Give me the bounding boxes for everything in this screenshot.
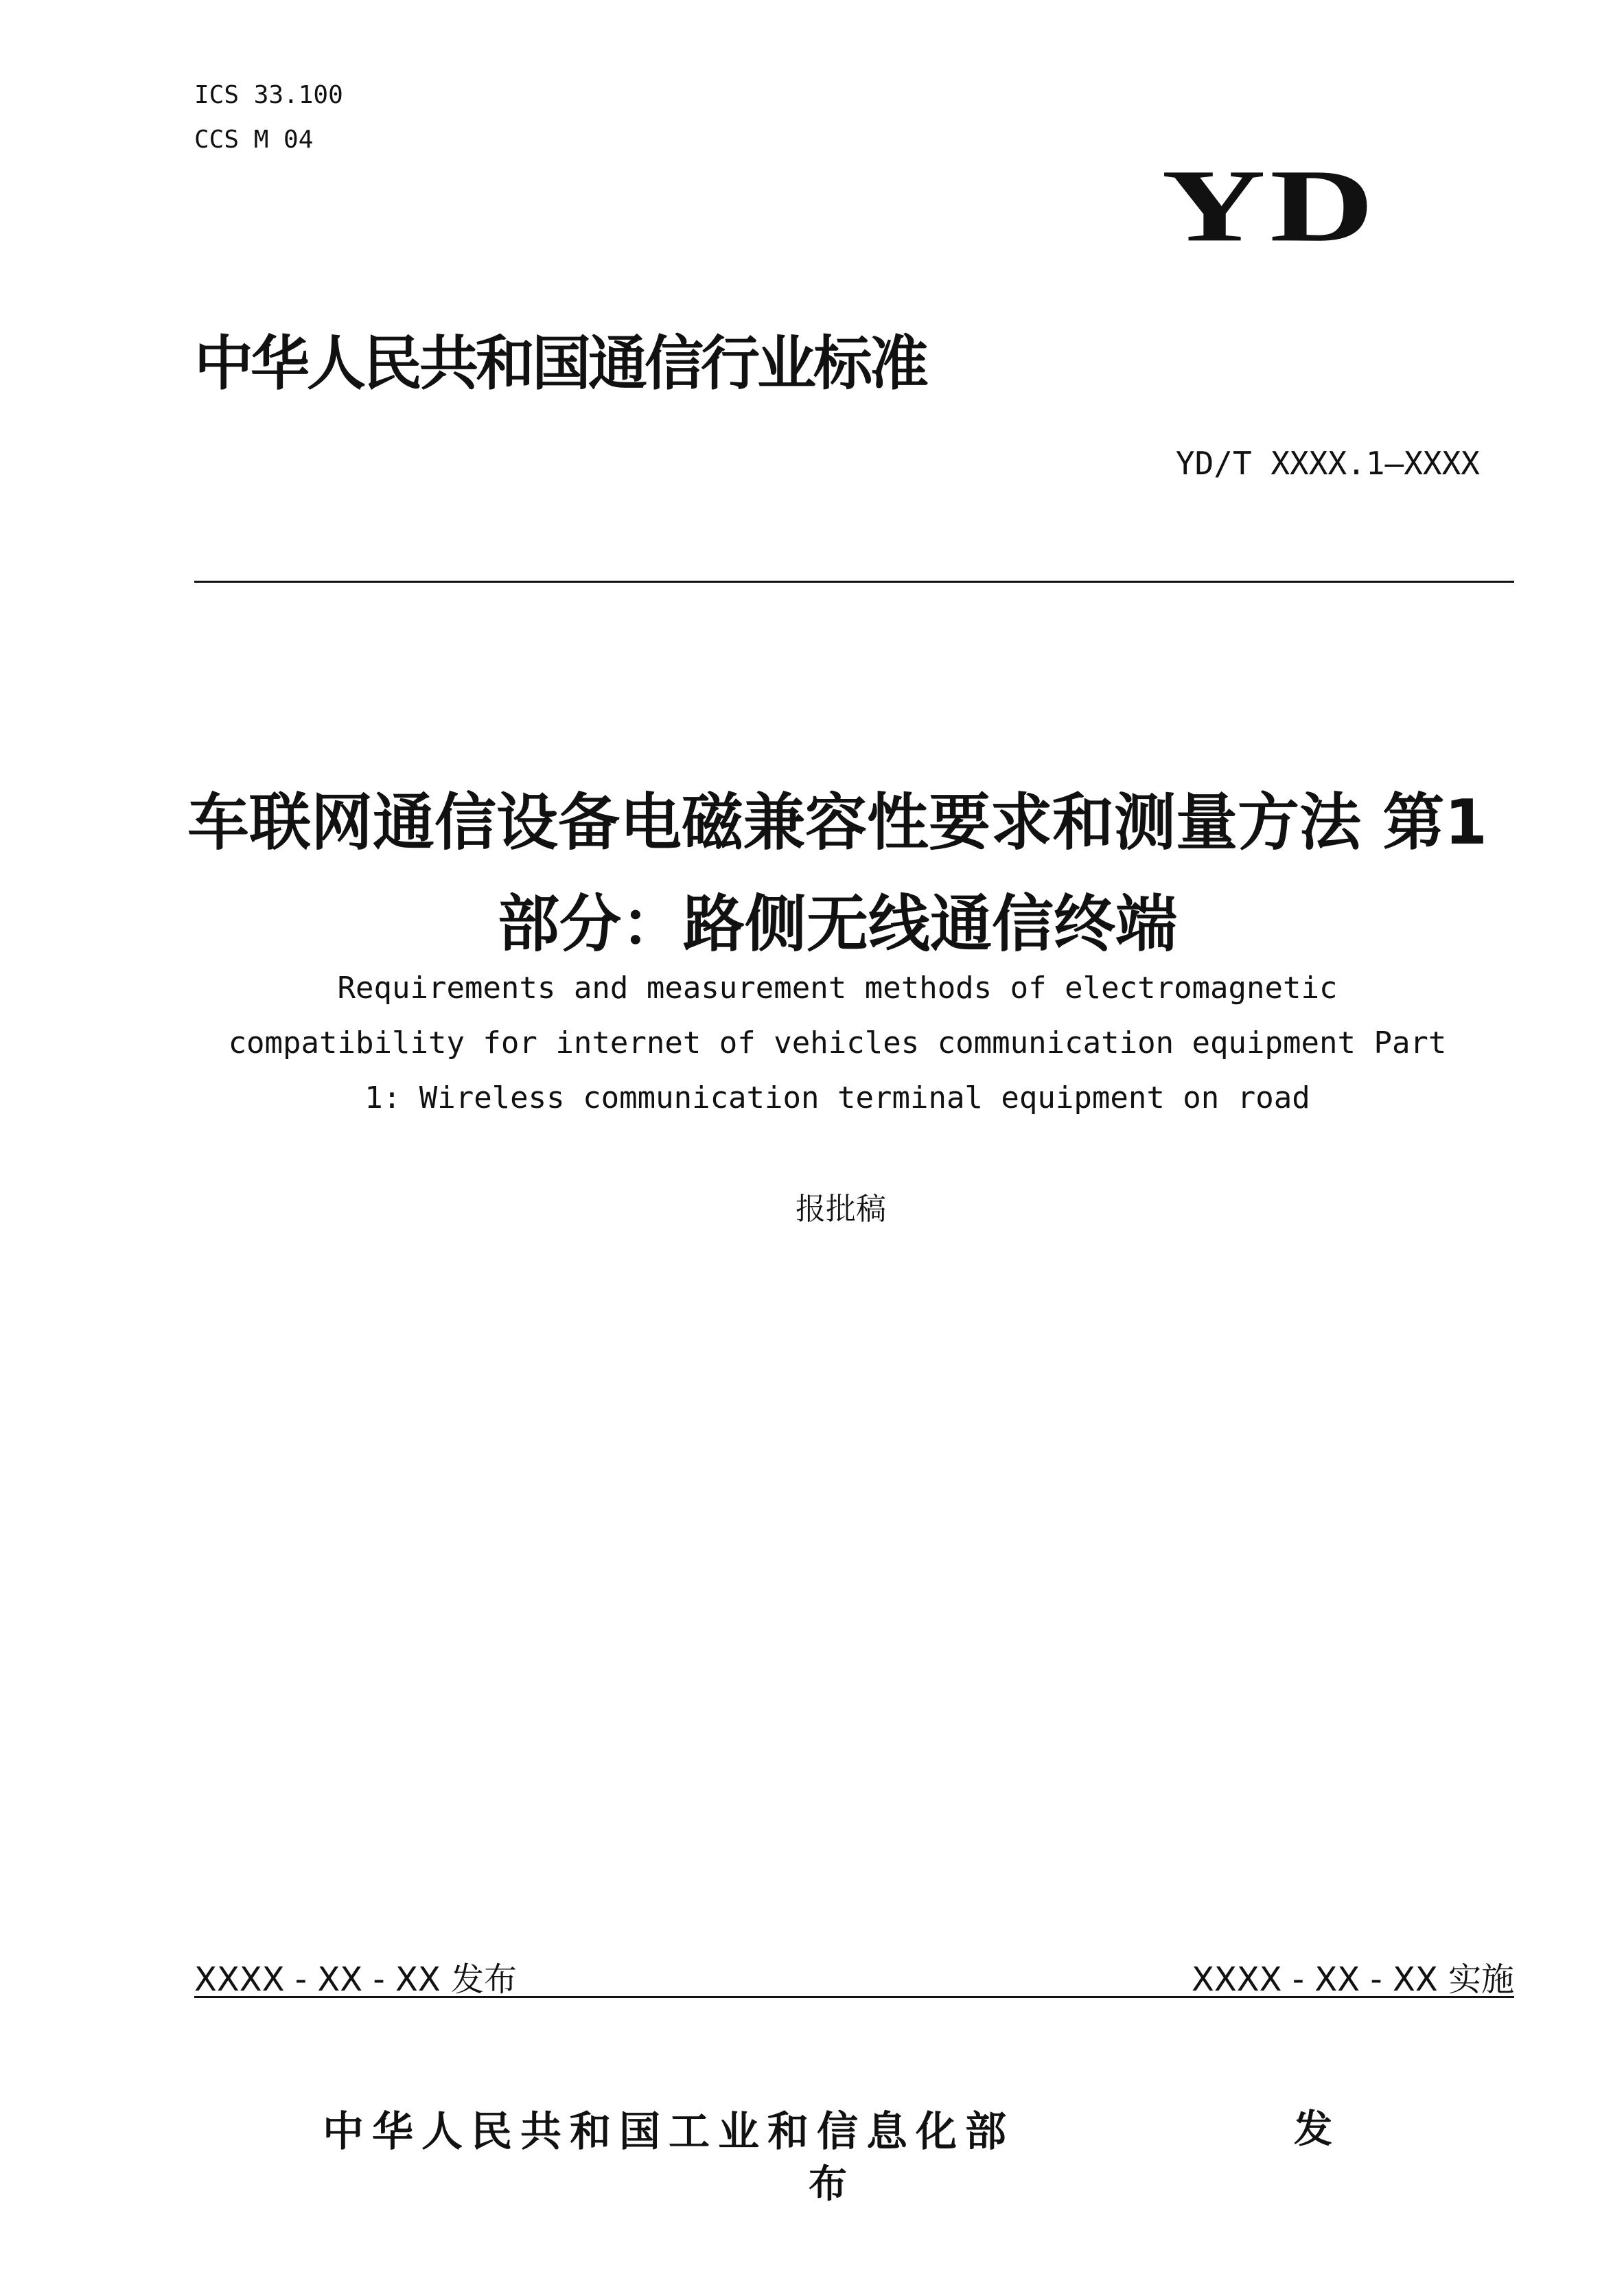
standard-number: YD/T XXXX.1—XXXX xyxy=(1175,445,1480,482)
standard-family-title: 中华人民共和国通信行业标准 xyxy=(194,329,926,398)
document-title-english: Requirements and measurement methods of electromagnetic compatibility for internet of vehicles communication equipment Part 1: Wireless communication terminal equipment on road xyxy=(228,971,1447,1115)
publish-date: XXXX - XX - XX 发布 xyxy=(194,1960,517,1999)
ics-code: ICS 33.100 xyxy=(194,81,343,109)
issuing-authority: 中华人民共和国工业和信息化部 xyxy=(323,2108,1014,2156)
top-divider xyxy=(194,581,1514,583)
issue-suffix-part2: 布 xyxy=(809,2162,847,2207)
effective-date: XXXX - XX - XX 实施 xyxy=(1192,1960,1514,1999)
yd-logo: YD xyxy=(1161,148,1378,264)
ccs-code: CCS M 04 xyxy=(194,126,314,154)
document-title-chinese: 车联网通信设备电磁兼容性要求和测量方法 第1部分：路侧无线通信终端 xyxy=(187,787,1487,960)
draft-status: 报批稿 xyxy=(796,1192,886,1227)
issue-suffix-part1: 发 xyxy=(1294,2107,1332,2152)
bottom-divider xyxy=(194,1996,1514,1998)
